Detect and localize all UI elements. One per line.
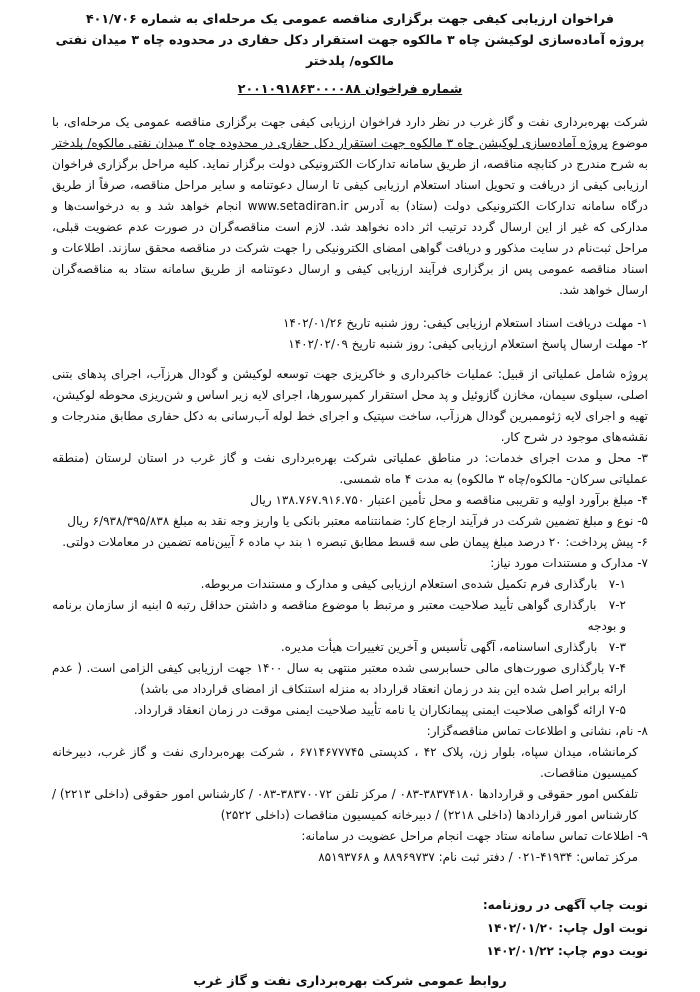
- deadline-submit-response: ۲- مهلت ارسال پاسخ استعلام ارزیابی کیفی: روز شنبه تاریخ ۱۴۰۲/۰۲/۰۹: [288, 337, 648, 351]
- call-number-text: شماره فراخوان ۲۰۰۱۰۹۱۸۶۳۰۰۰۰۸۸: [237, 81, 463, 96]
- employer-contact-heading: ۸- نام، نشانی و اطلاعات تماس مناقصه‌گزار:: [426, 724, 648, 738]
- required-doc-4: ۷‎-‎۴ بارگذاری صورت‌های مالی حسابرسی شده معتبر منتهی به سال ۱۴۰۰ جهت ارزیابی کیفی الزامی است. ( عدم ارائه برابر اصل شده این بند در زمان انعقاد قرارداد به منزله استنکاف از امضای قرارداد می باشد): [52, 661, 626, 696]
- newspaper-print-schedule: [52, 894, 648, 963]
- public-relations-signature: روابط عمومی شرکت بهره‌برداری نفت و گاز غرب: [193, 974, 507, 989]
- required-doc-3: ۷‎-‎۳ بارگذاری اساسنامه، آگهی تأسیس و آخرین تغییرات هیأت مدیره.: [280, 640, 626, 654]
- employer-telefax-line: تلفکس امور حقوقی و قراردادها ۰۸۳‎-‎۳۸۳۷۴۱۸۰ / مرکز تلفن ۰۸۳‎-‎۳۸۳۷۰۰۷۲ / کارشناس امور حقوقی (داخلی ۲۲۱۳) / کارشناس امور قراردادها (داخلی ۲۲۱۸) / دبیرخانه کمیسیون مناقصات (داخلی ۲۵۲۲): [52, 787, 638, 822]
- document-title-line1: فراخوان ارزیابی کیفی جهت برگزاری مناقصه عمومی یک مرحله‌ای به شماره ۴۰۱/۷۰۶: [86, 11, 614, 26]
- document-header: [52, 8, 648, 99]
- intro-text-after: به شرح مندرج در کتابچه مناقصه، از طریق سامانه تدارکات الکترونیکی دولت برگزار نماید. کلیه مراحل برگزاری فراخوان ارزیابی کیفی از دریافت و تحویل اسناد استعلام ارزیابی کیفی تا ارسال دعوتنامه و سایر مراحل مناقصه، صرفاً از طریق درگاه سامانه تدارکات الکترونیکی دولت (ستاد) به آدرس www.setadiran.ir انجام خواهد شد و به درخواست‌ها و مدارکی که غیر از این ارسال گردد ترتیب اثر داده نخواهد شد. لازم است مناقصه‌گران در صورت عدم عضویت قبلی، مراحل ثبت‌نام در سایت مذکور و دریافت گواهی امضای الکترونیکی را جهت شرکت در مناقصه محقق سازند. اطلاعات و اسناد مناقصه عمومی پس از برگزاری فرآیند ارزیابی کیفی و ارسال دعوتنامه از طریق سامانه ستاد به مناقصه‌گران ارسال خواهد شد.: [52, 157, 648, 297]
- service-location-duration: ۳- محل و مدت اجرای خدمات: در مناطق عملیاتی شرکت بهره‌برداری نفت و گاز غرب در استان لرستان (منطقه عملیاتی سرکان- مالکوه/چاه ۳ مالکوه) به مدت ۴ ماه شمسی.: [52, 451, 648, 486]
- estimated-budget: ۴- مبلغ برآورد اولیه و تقریبی مناقصه و محل تأمین اعتبار ۱۳۸.۷۶۷.۹۱۶.۷۵۰ ریال: [250, 493, 648, 507]
- project-scope: پروژه شامل عملیاتی از قبیل: عملیات خاکبرداری و خاکریزی جهت توسعه لوکیشن و گودال هرزآب، اجرای پدهای بتنی اصلی، سیلوی سیمان، مخازن گازوئیل و پد محل استقرار کمپرسورها، اجرای لایه زیر اساس و شن‌ریزی محوطه لوکیشن، تهیه و اجرای لایه ژئوممبرین گودال هرزآب، ساخت سپتیک و اجرای خط لوله آب‌رسانی به دکل حفاری مطابق مندرجات و نقشه‌های موجود در شرح کار.: [52, 367, 648, 444]
- call-number: [52, 78, 648, 99]
- setad-contact-line: مرکز تماس: ۰۲۱‎-‎۴۱۹۳۴ / دفتر ثبت نام: ۸۸۹۶۹۷۳۷ و ۸۵۱۹۳۷۶۸: [318, 850, 638, 864]
- setad-contact-heading: ۹- اطلاعات تماس سامانه ستاد جهت انجام مراحل عضویت در سامانه:: [301, 829, 648, 843]
- required-doc-5: ۷‎-‎۵ ارائه گواهی صلاحیت ایمنی پیمانکاران یا نامه تأیید صلاحیت ایمنی موقت در زمان انعقاد قرارداد.: [133, 703, 626, 717]
- deadline-receive-documents: ۱- مهلت دریافت اسناد استعلام ارزیابی کیفی: روز شنبه تاریخ ۱۴۰۲/۰۱/۲۶: [282, 316, 648, 330]
- document-title-line2: پروژه آماده‌سازی لوکیشن چاه ۳ مالکوه جهت استقرار دکل حفاری در محدوده چاه ۳ میدان نفتی مالکوه/ پلدختر: [55, 32, 645, 68]
- intro-text-before: شرکت بهره‌برداری نفت و گاز غرب در نظر دارد فراخوان ارزیابی کیفی جهت برگزاری مناقصه عمومی یک مرحله‌ای، با موضوع: [52, 115, 649, 150]
- first-print-date: نوبت اول چاپ: ۱۴۰۲/۰۱/۲۰: [486, 921, 648, 935]
- second-print-date: نوبت دوم چاپ: ۱۴۰۲/۰۱/۲۲: [486, 944, 648, 958]
- advance-payment: ۶- پیش پرداخت: ۲۰ درصد مبلغ پیمان طی سه قسط مطابق تبصره ۱ بند پ ماده ۶ آیین‌نامه تضمین در معاملات دولتی.: [62, 535, 648, 549]
- required-doc-1: ۷‎-‎۱ بارگذاری فرم تکمیل شده‌ی استعلام ارزیابی کیفی و مدارک و مستندات مربوطه.: [200, 577, 626, 591]
- newspaper-print-title: نوبت چاپ آگهی در روزنامه:: [482, 898, 648, 912]
- required-doc-2: ۷‎-‎۲ بارگذاری گواهی تأیید صلاحیت معتبر و مرتبط با موضوع مناقصه و داشتن حداقل رتبه ۵ ابنیه از سازمان برنامه و بودجه: [52, 598, 626, 633]
- employer-address-line: کرمانشاه، میدان سپاه، بلوار زن، پلاک ۴۲ ، کدپستی ۶۷۱۴۶۷۷۷۴۵ ، شرکت بهره‌برداری نفت و گاز غرب، دبیرخانه کمیسیون مناقصات.: [52, 745, 638, 780]
- guarantee-amount: ۵- نوع و مبلغ تضمین شرکت در فرآیند ارجاع کار: ضمانتنامه معتبر بانکی یا واریز وجه نقد به مبلغ ۶/۹۳۸/۳۹۵/۸۳۸ ریال: [67, 514, 648, 528]
- intro-paragraph: [52, 112, 648, 301]
- required-documents-heading: ۷- مدارک و مستندات مورد نیاز:: [490, 556, 648, 570]
- intro-project-subject: پروژه آماده‌سازی لوکیشن چاه ۳ مالکوه جهت استقرار دکل حفاری در محدوده چاه ۳ میدان نفتی مالکوه/ پلدختر: [52, 136, 608, 150]
